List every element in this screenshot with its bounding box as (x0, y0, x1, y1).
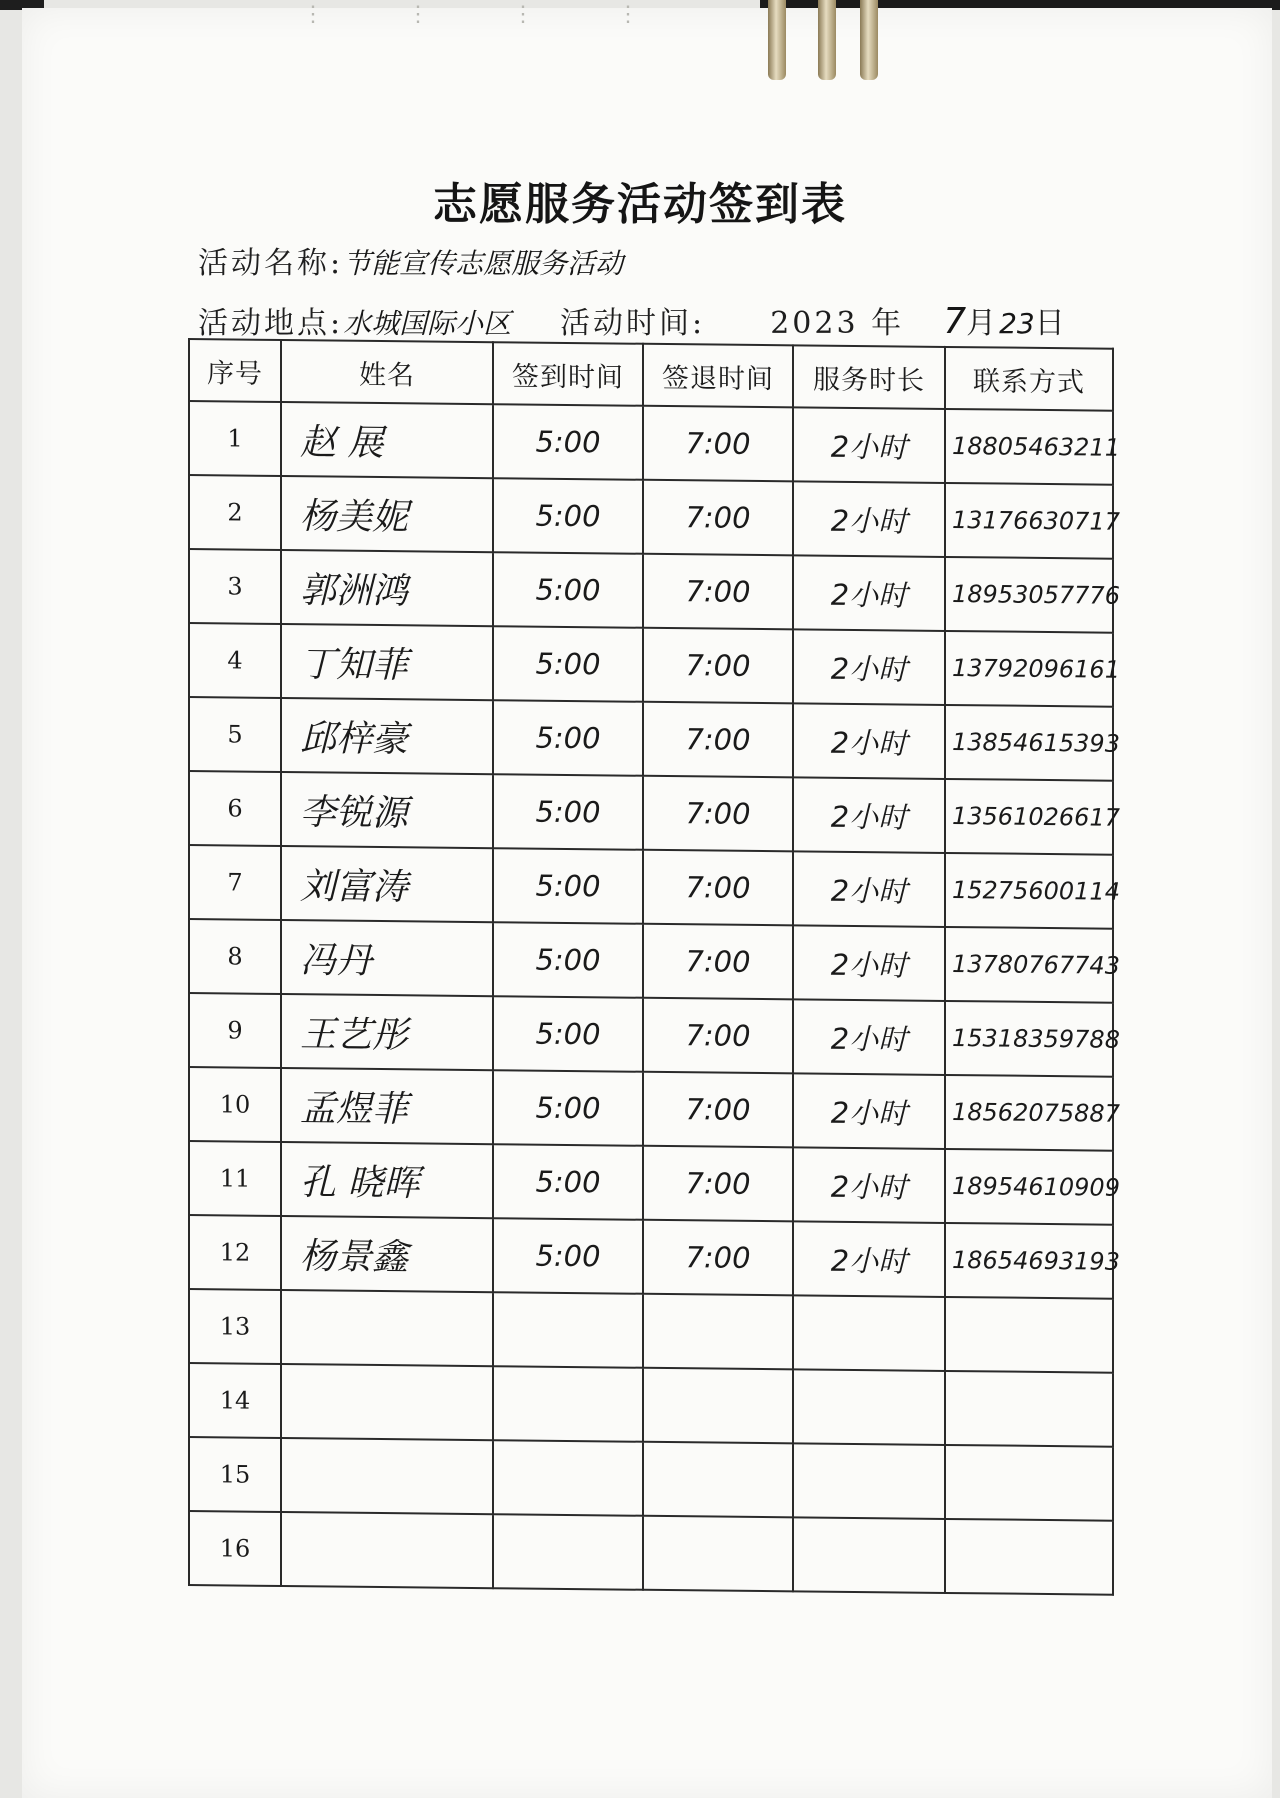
phone-number: 15318359788 (945, 1001, 1113, 1077)
table-row (189, 475, 1113, 559)
year-char: 年 (871, 306, 905, 341)
service-duration (793, 1517, 945, 1593)
volunteer-name (281, 1512, 493, 1588)
activity-name-value: 节能宣传志愿服务活动 (343, 247, 624, 280)
activity-name-line (198, 238, 623, 282)
phone-number: 18805463211 (945, 409, 1113, 485)
header-contact: 联系方式 (945, 347, 1113, 411)
sign-in-time: 5:00 (493, 700, 643, 776)
binder-clip-icon (760, 0, 890, 82)
sign-in-time: 5:00 (493, 1070, 643, 1146)
sign-out-time: 7:00 (643, 776, 793, 852)
volunteer-name: 丁知菲 (281, 624, 493, 700)
form-title: 志愿服务活动签到表 (433, 179, 847, 230)
table-row (189, 1215, 1113, 1299)
location-line (198, 298, 511, 342)
sign-in-time: 5:00 (493, 1144, 643, 1220)
sign-out-time: 7:00 (643, 850, 793, 926)
service-duration: 2小时 (793, 925, 945, 1001)
bleed-through-marks: ⋮ ⋮ ⋮ ⋮ (302, 2, 677, 27)
sign-out-time: 7:00 (643, 702, 793, 778)
service-duration: 2小时 (793, 1073, 945, 1149)
volunteer-name: 孟煜菲 (281, 1068, 493, 1144)
sign-out-time: 7:00 (643, 1072, 793, 1148)
sign-out-time (643, 1368, 793, 1444)
service-duration: 2小时 (793, 629, 945, 705)
sign-in-time: 5:00 (493, 1218, 643, 1294)
sign-in-time: 5:00 (493, 478, 643, 554)
phone-number (945, 1371, 1113, 1447)
volunteer-name: 刘富涛 (281, 846, 493, 922)
sign-in-time: 5:00 (493, 404, 643, 480)
row-number: 7 (189, 845, 281, 920)
sign-in-time: 5:00 (493, 848, 643, 924)
service-duration (793, 1443, 945, 1519)
table-row (189, 1511, 1113, 1595)
activity-name-label: 活动名称: (198, 246, 344, 281)
service-duration (793, 1295, 945, 1371)
sign-in-time: 5:00 (493, 552, 643, 628)
row-number: 3 (189, 549, 281, 624)
phone-number: 13176630717 (945, 483, 1113, 559)
phone-number (945, 1297, 1113, 1373)
phone-number: 13561026617 (945, 779, 1113, 855)
location-label: 活动地点: (198, 306, 344, 341)
table-row (189, 1363, 1113, 1447)
sign-out-time: 7:00 (643, 628, 793, 704)
service-duration: 2小时 (793, 703, 945, 779)
phone-number: 18654693193 (945, 1223, 1113, 1299)
sign-out-time: 7:00 (643, 554, 793, 630)
row-number: 2 (189, 475, 281, 550)
day-char: 日 (1034, 306, 1068, 341)
table-row (189, 1289, 1113, 1373)
row-number: 6 (189, 771, 281, 846)
header-sign-out-time: 签退时间 (643, 344, 793, 408)
date-month: 7 (943, 301, 967, 342)
volunteer-name: 王艺彤 (281, 994, 493, 1070)
row-number: 5 (189, 697, 281, 772)
service-duration: 2小时 (793, 851, 945, 927)
sign-in-time: 5:00 (493, 922, 643, 998)
location-value: 水城国际小区 (343, 307, 512, 340)
phone-number: 13854615393 (945, 705, 1113, 781)
sign-out-time: 7:00 (643, 924, 793, 1000)
sign-in-time (493, 1366, 643, 1442)
row-number: 13 (189, 1289, 281, 1364)
table-row (189, 697, 1113, 781)
volunteer-name: 邱梓豪 (281, 698, 493, 774)
service-duration: 2小时 (793, 407, 945, 483)
row-number: 11 (189, 1141, 281, 1216)
service-duration: 2小时 (793, 1147, 945, 1223)
volunteer-name: 李锐源 (281, 772, 493, 848)
sign-out-time: 7:00 (643, 406, 793, 482)
table-row (189, 1141, 1113, 1225)
volunteer-name (281, 1438, 493, 1514)
sign-out-time: 7:00 (643, 1220, 793, 1296)
sign-in-time (493, 1514, 643, 1590)
row-number: 15 (189, 1437, 281, 1512)
table-header-row (189, 339, 1113, 411)
activity-time-label: 活动时间: (560, 306, 706, 341)
phone-number: 18953057776 (945, 557, 1113, 633)
service-duration: 2小时 (793, 555, 945, 631)
sign-out-time (643, 1442, 793, 1518)
row-number: 14 (189, 1363, 281, 1438)
month-char: 月 (966, 306, 1000, 341)
row-number: 16 (189, 1511, 281, 1586)
header-index: 序号 (189, 339, 281, 402)
volunteer-name: 冯丹 (281, 920, 493, 996)
phone-number (945, 1519, 1113, 1595)
table-row (189, 845, 1113, 929)
header-name: 姓名 (281, 340, 493, 404)
sign-in-time (493, 1440, 643, 1516)
phone-number: 15275600114 (945, 853, 1113, 929)
phone-number (945, 1445, 1113, 1521)
phone-number: 13792096161 (945, 631, 1113, 707)
row-number: 12 (189, 1215, 281, 1290)
header-service-duration: 服务时长 (793, 345, 945, 409)
service-duration: 2小时 (793, 1221, 945, 1297)
table-row (189, 1437, 1113, 1521)
row-number: 4 (189, 623, 281, 698)
sign-out-time: 7:00 (643, 998, 793, 1074)
row-number: 8 (189, 919, 281, 994)
volunteer-name (281, 1290, 493, 1366)
sign-in-time (493, 1292, 643, 1368)
service-duration: 2小时 (793, 999, 945, 1075)
activity-time-line (560, 298, 1068, 342)
table-row (189, 549, 1113, 633)
table-body (189, 401, 1120, 1595)
table-row (189, 919, 1113, 1003)
table-row (189, 771, 1113, 855)
service-duration: 2小时 (793, 481, 945, 557)
volunteer-name: 杨景鑫 (281, 1216, 493, 1292)
volunteer-name: 郭洲鸿 (281, 550, 493, 626)
sign-out-time (643, 1294, 793, 1370)
sign-out-time: 7:00 (643, 480, 793, 556)
signin-table (188, 338, 1120, 1596)
volunteer-name: 赵 展 (281, 402, 493, 478)
row-number: 9 (189, 993, 281, 1068)
volunteer-name (281, 1364, 493, 1440)
sign-out-time: 7:00 (643, 1146, 793, 1222)
service-duration (793, 1369, 945, 1445)
row-number: 1 (189, 401, 281, 476)
table-row (189, 1067, 1113, 1151)
row-number: 10 (189, 1067, 281, 1142)
service-duration: 2小时 (793, 777, 945, 853)
phone-number: 13780767743 (945, 927, 1113, 1003)
sign-out-time (643, 1516, 793, 1592)
table-row (189, 401, 1113, 485)
phone-number: 18954610909 (945, 1149, 1113, 1225)
sign-in-time: 5:00 (493, 626, 643, 702)
volunteer-name: 杨美妮 (281, 476, 493, 552)
table-row (189, 623, 1113, 707)
sign-in-time: 5:00 (493, 774, 643, 850)
table-row (189, 993, 1113, 1077)
sign-in-time: 5:00 (493, 996, 643, 1072)
date-day: 23 (999, 307, 1035, 340)
header-sign-in-time: 签到时间 (493, 342, 643, 406)
volunteer-name: 孔 晓晖 (281, 1142, 493, 1218)
phone-number: 18562075887 (945, 1075, 1113, 1151)
date-year: 2023 (770, 306, 859, 341)
